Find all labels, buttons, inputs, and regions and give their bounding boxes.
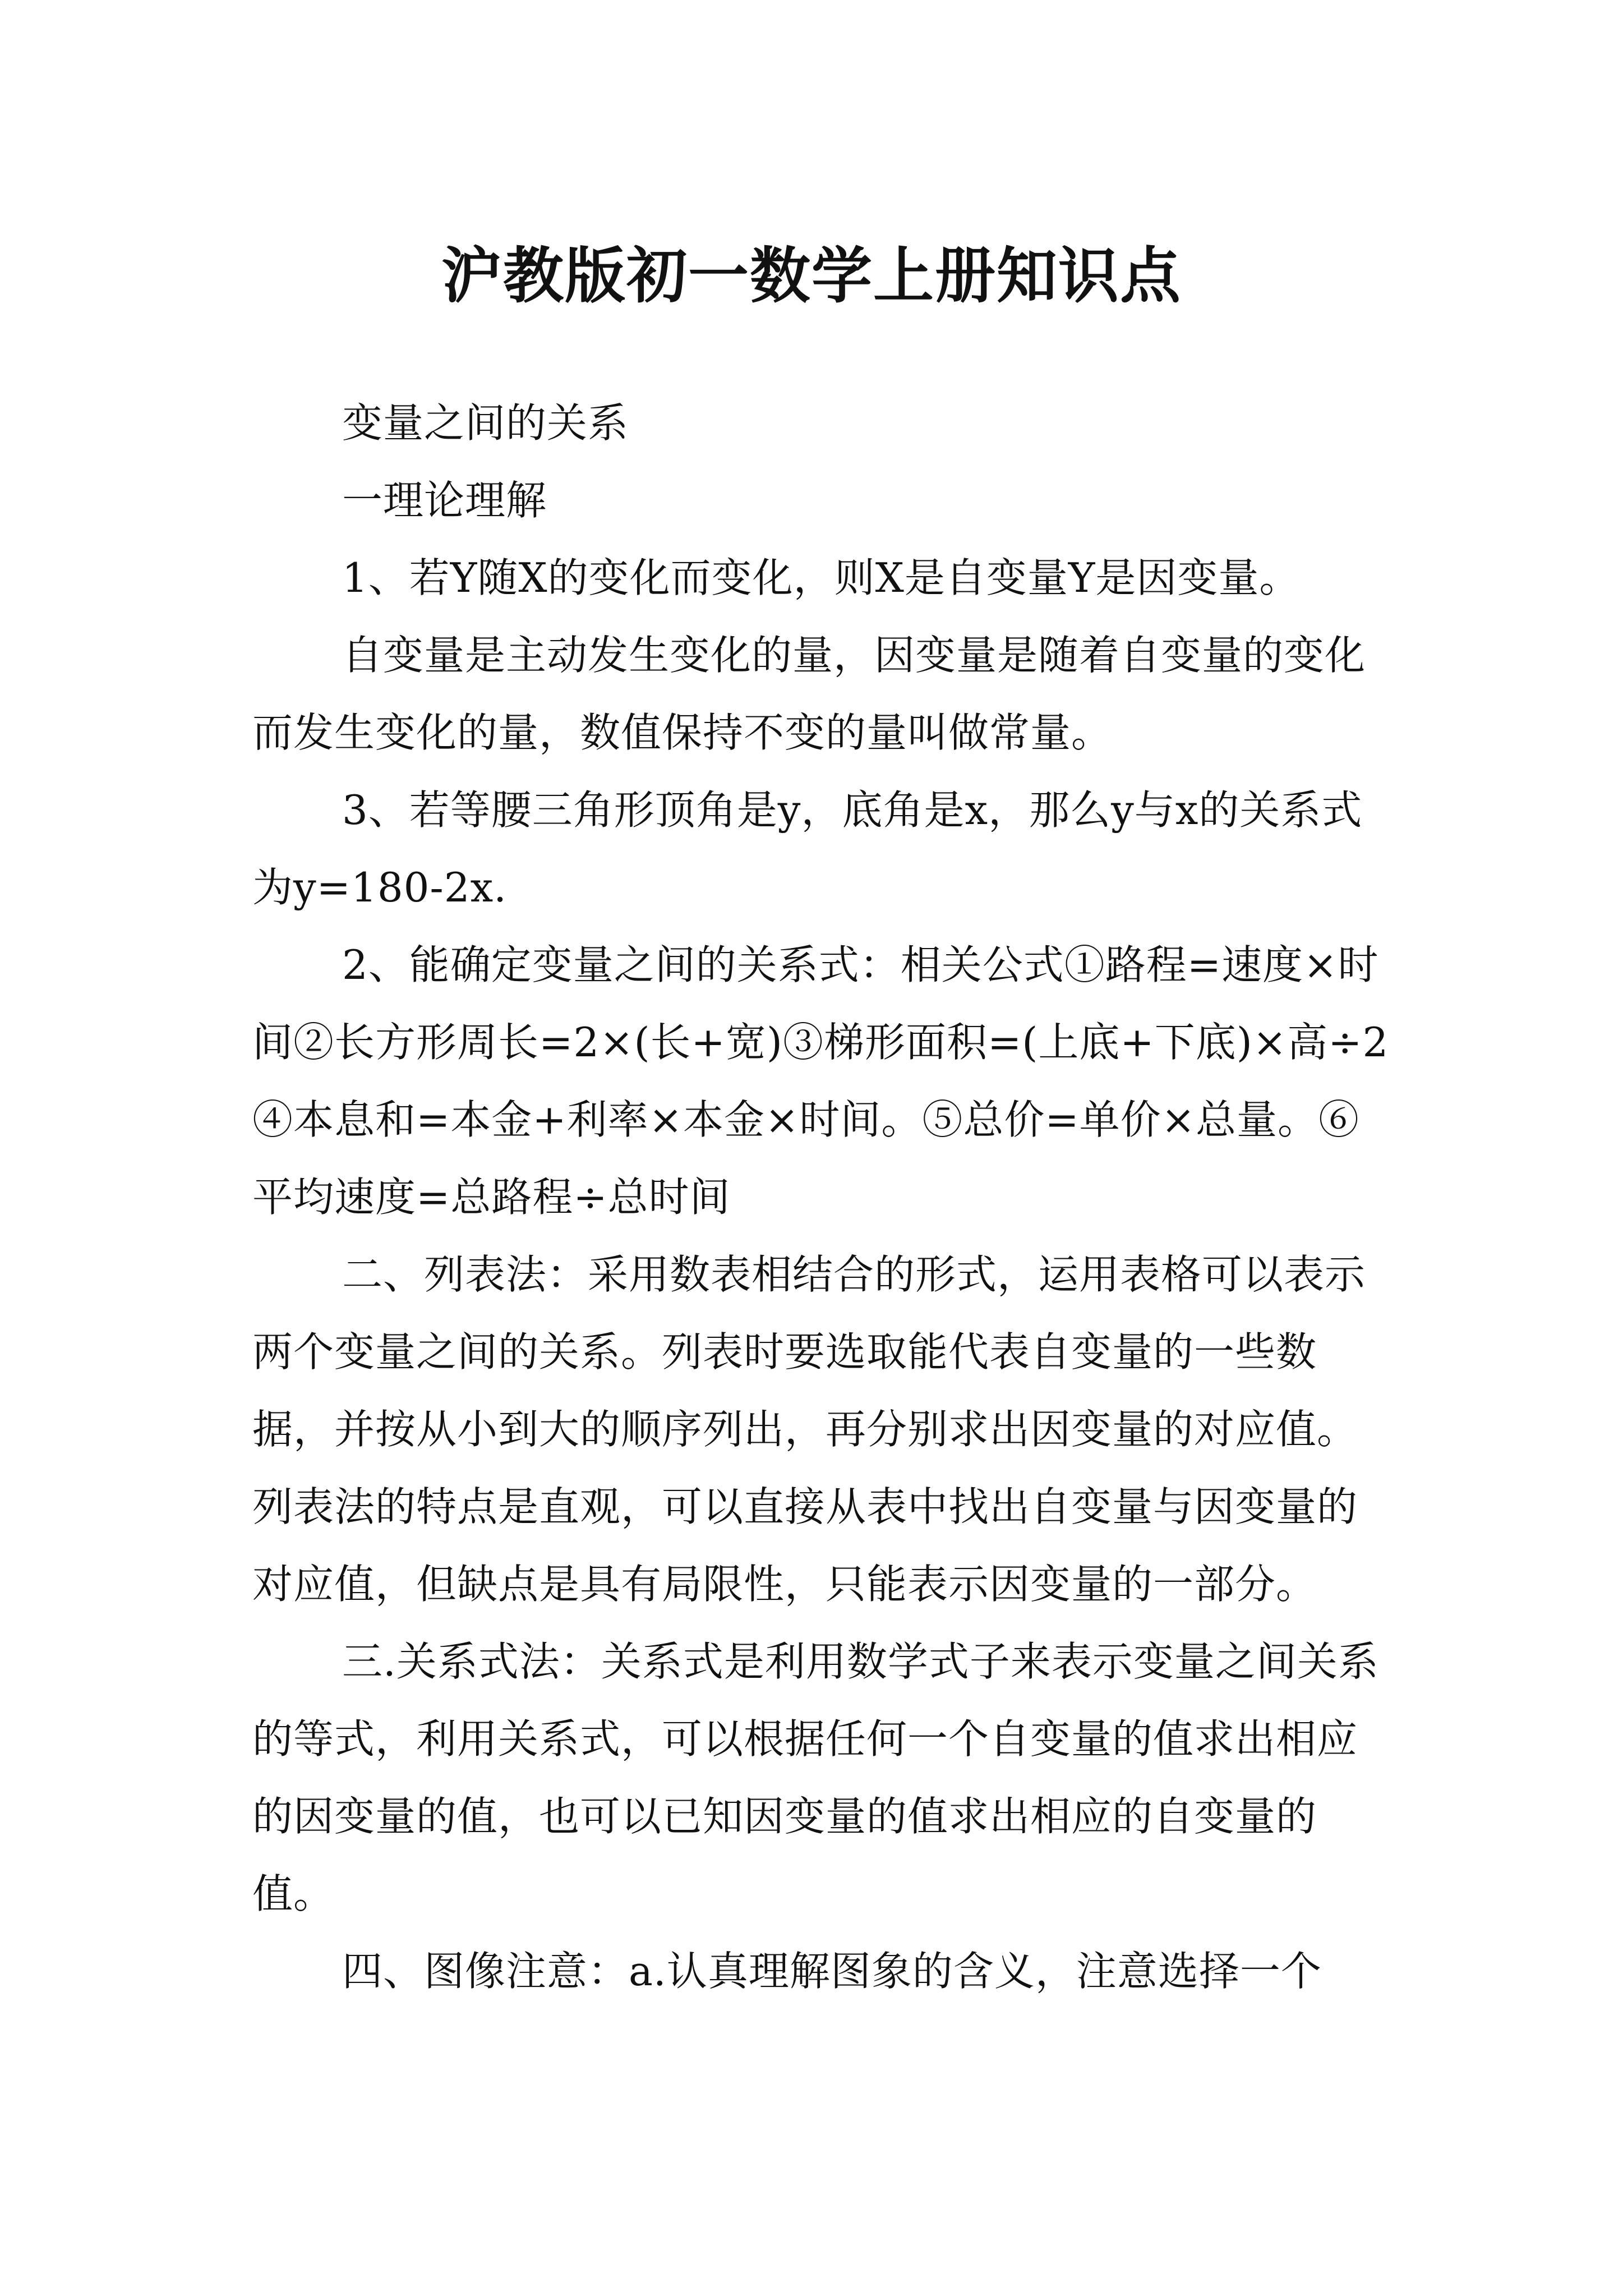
section-heading: 变量之间的关系: [342, 399, 629, 447]
paragraph: 自变量是主动发生变化的量，因变量是随着自变量的变化而发生变化的量，数值保持不变的量叫做常量。: [252, 632, 1366, 756]
paragraph: 3、若等腰三角形顶角是y，底角是x，那么y与x的关系式为y=180-2x.: [252, 786, 1363, 911]
subsection-heading: 一理论理解: [342, 477, 547, 524]
paragraph: 三.关系式法：关系式是利用数学式子来表示变量之间关系的等式，利用关系式，可以根据任何一个自变量的值求出相应的因变量的值，也可以已知因变量的值求出相应的自变量的值。: [252, 1638, 1379, 1917]
paragraph: 2、能确定变量之间的关系式：相关公式①路程=速度×时间②长方形周长=2×(长+宽)③梯形面积=(上底+下底)×高÷2④本息和=本金+利率×本金×时间。⑤总价=单价×总量。⑥平均速度=总路程÷总时间: [252, 941, 1389, 1221]
paragraph: 1、若Y随X的变化而变化，则X是自变量Y是因变量。: [342, 554, 1301, 601]
document-title: 沪教版初一数学上册知识点: [441, 241, 1182, 312]
paragraph: 二、列表法：采用数表相结合的形式，运用表格可以表示两个变量之间的关系。列表时要选取能代表自变量的一些数据，并按从小到大的顺序列出，再分别求出因变量的对应值。列表法的特点是直观，可以直接从表中找出自变量与因变量的对应值，但缺点是具有局限性，只能表示因变量的一部分。: [252, 1251, 1366, 1608]
paragraph: 四、图像注意：a.认真理解图象的含义，注意选择一个: [342, 1948, 1322, 1995]
document-body: [252, 384, 1391, 2010]
